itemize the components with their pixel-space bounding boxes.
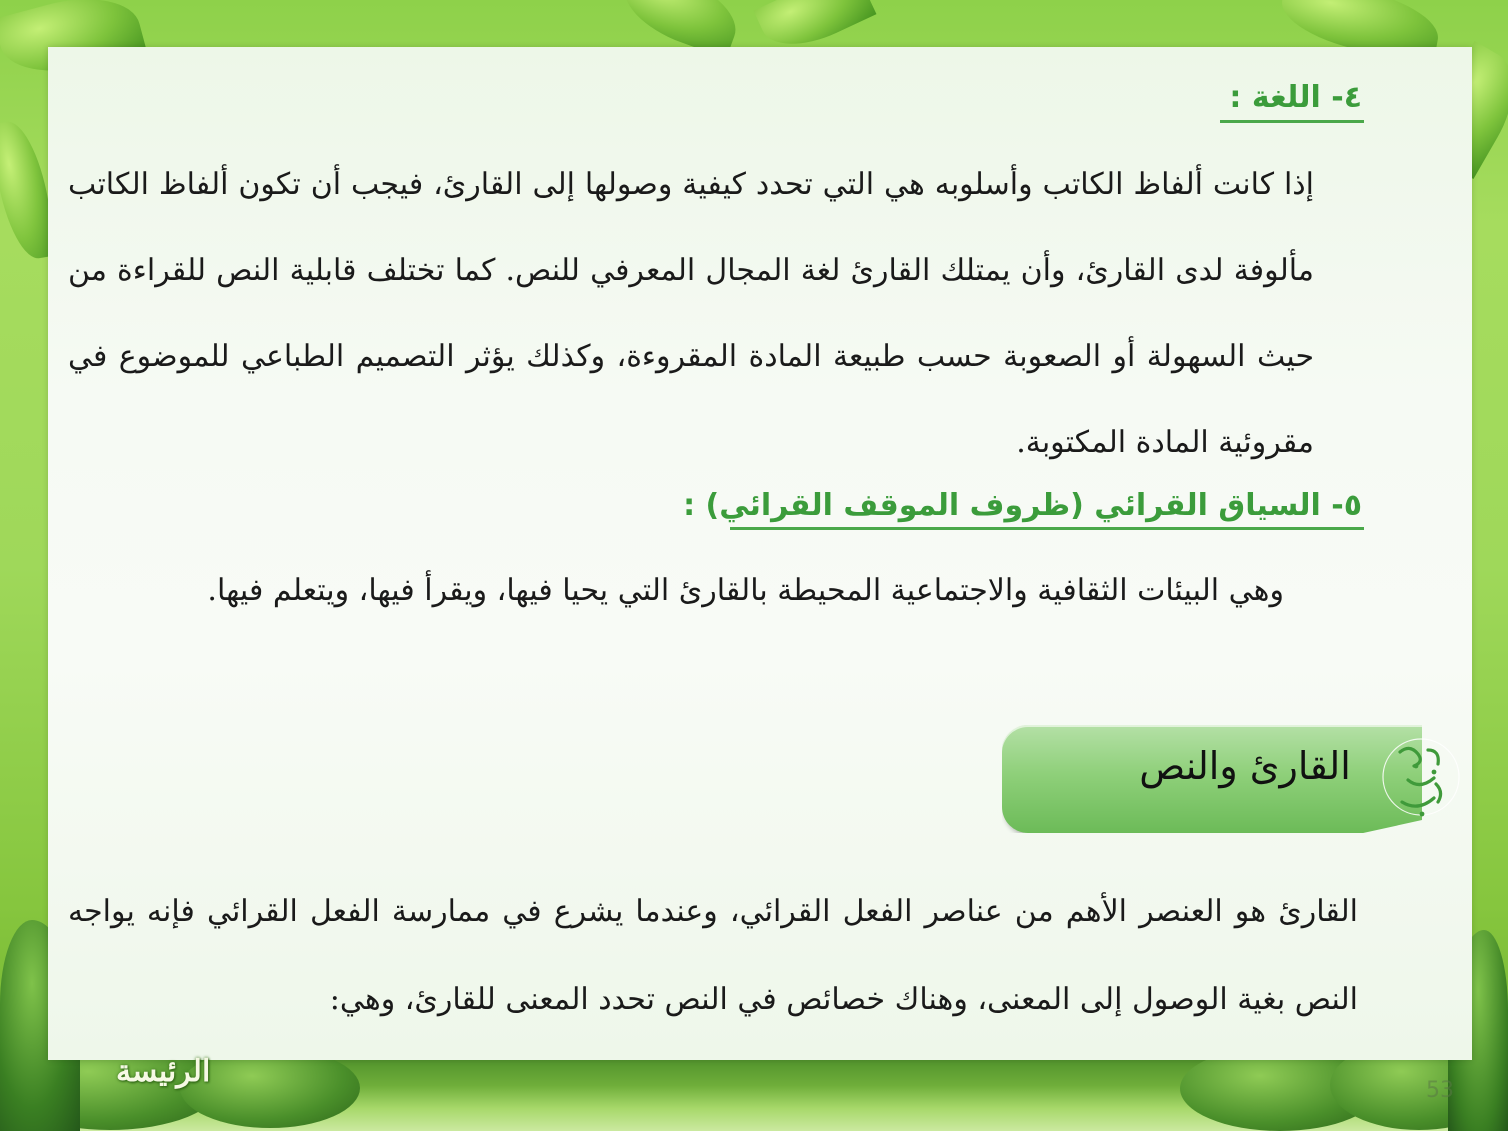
reader-text-paragraph: القارئ هو العنصر الأهم من عناصر الفعل القرائي، وعندما يشرع في ممارسة الفعل القرائي فإنه يواجه النص بغية الوصول إلى المعنى، وهناك خصائص في النص تحدد المعنى للقارئ، وهي:: [68, 894, 1358, 1017]
page-number: 53: [1426, 1078, 1454, 1103]
section-5-underline: [730, 527, 1364, 530]
section-4-heading: ٤- اللغة :: [1229, 80, 1362, 115]
ribbon-title: القارئ والنص: [1139, 744, 1351, 788]
home-link[interactable]: الرئيسة: [116, 1054, 211, 1089]
section-5-paragraph: وهي البيئات الثقافية والاجتماعية المحيطة بالقارئ التي يحيا فيها، ويقرأ فيها، ويتعلم فيها.: [207, 573, 1284, 608]
calligraphy-emblem-icon: [1378, 722, 1464, 832]
section-5-heading: ٥- السياق القرائي (ظروف الموقف القرائي) :: [683, 488, 1362, 523]
section-4-underline: [1220, 120, 1364, 123]
section-4-paragraph: إذا كانت ألفاظ الكاتب وأسلوبه هي التي تحدد كيفية وصولها إلى القارئ، فيجب أن تكون ألفاظ الكاتب مألوفة لدى القارئ، وأن يمتلك القارئ لغة المجال المعرفي للنص. كما تختلف قابلية النص للقراءة من حيث السهولة أو الصعوبة حسب طبيعة المادة المقروءة، وكذلك يؤثر التصميم الطباعي للموضوع في مقروئية المادة المكتوبة.: [68, 167, 1314, 460]
